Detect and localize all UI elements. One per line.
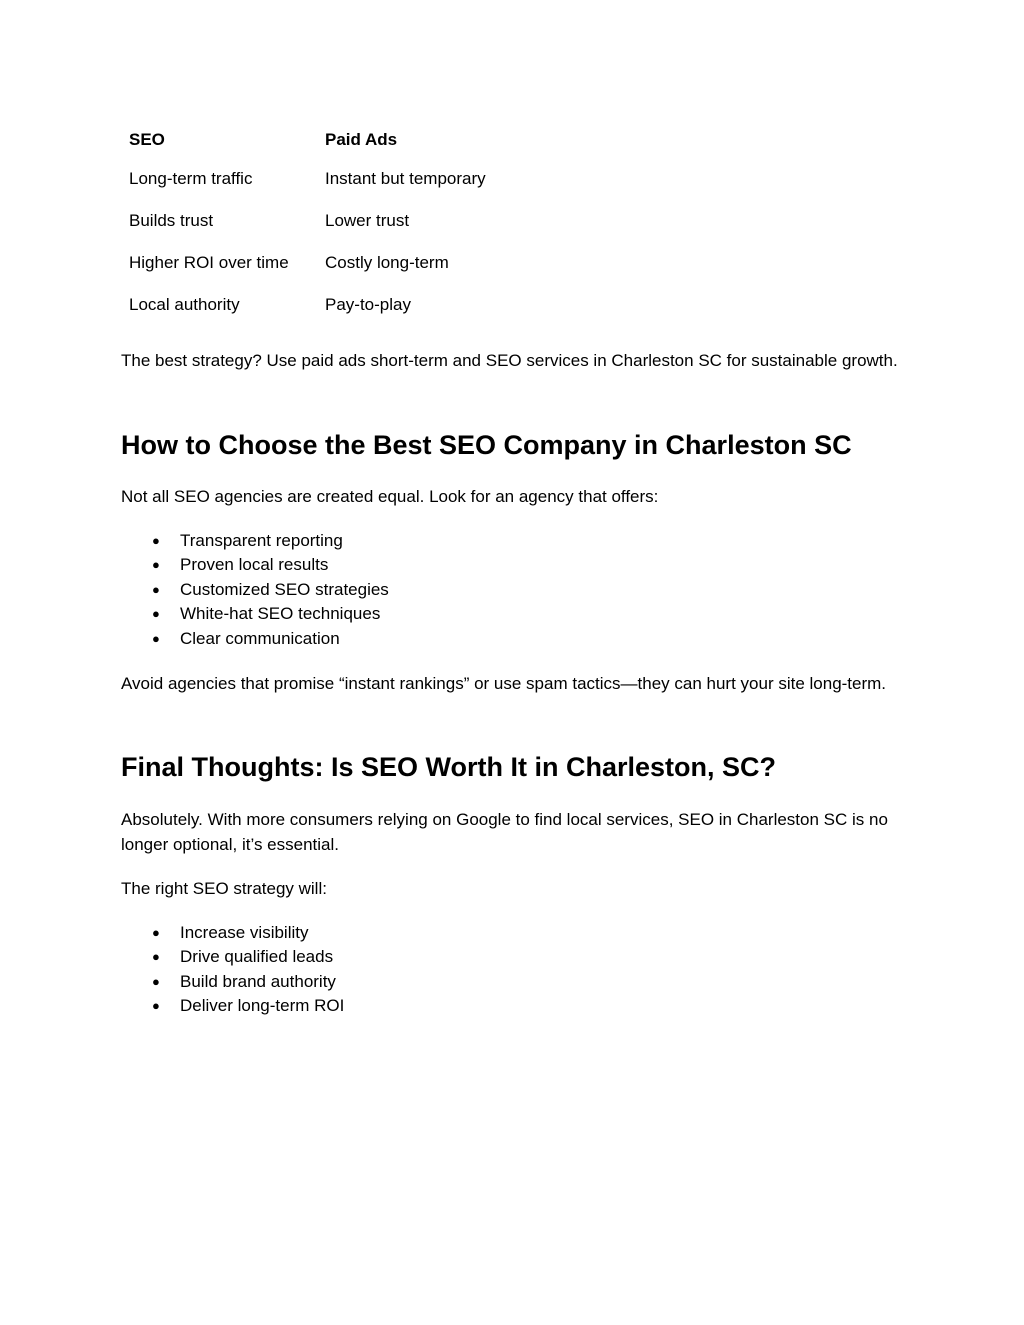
list-item: ● Build brand authority — [121, 970, 344, 994]
heading: Final Thoughts: Is SEO Worth It in Charleston, SC? — [121, 752, 777, 782]
table-row — [121, 158, 494, 200]
table-row — [121, 200, 494, 242]
paragraph: Not all SEO agencies are created equal. Look for an agency that offers: — [121, 487, 659, 506]
table-row — [121, 242, 494, 284]
list-item: ● Increase visibility — [121, 921, 344, 945]
cell: Builds trust — [129, 211, 214, 230]
cell: Lower trust — [325, 211, 410, 230]
paragraph: The right SEO strategy will: — [121, 879, 327, 898]
paragraph: Avoid agencies that promise “instant rankings” or use spam tactics—they can hurt your site long-term. — [121, 674, 887, 693]
cell: Costly long-term — [325, 253, 449, 272]
list-item: ● White-hat SEO techniques — [121, 602, 389, 626]
header-seo: SEO — [129, 130, 165, 149]
header-paid-ads: Paid Ads — [325, 130, 398, 149]
bullet-list — [121, 529, 389, 651]
heading: How to Choose the Best SEO Company in Charleston SC — [121, 430, 852, 460]
cell: Pay-to-play — [325, 295, 411, 314]
cell: Higher ROI over time — [129, 253, 289, 272]
paragraph: Absolutely. With more consumers relying on Google to find local services, SEO in Charleston SC is no longer optional, it’s essential. — [121, 810, 888, 854]
list-item: ● Customized SEO strategies — [121, 578, 389, 602]
cell: Local authority — [129, 295, 240, 314]
paragraph: The best strategy? Use paid ads short-term and SEO services in Charleston SC for sustainable growth. — [121, 351, 898, 370]
list-item: ● Transparent reporting — [121, 529, 389, 553]
list-item: ● Clear communication — [121, 627, 389, 651]
table-header — [121, 122, 494, 158]
cell: Instant but temporary — [325, 169, 486, 188]
list-item: ● Drive qualified leads — [121, 945, 344, 969]
list-item: ● Deliver long-term ROI — [121, 994, 344, 1018]
list-item: ● Proven local results — [121, 553, 389, 577]
table-row — [121, 284, 494, 326]
bullet-list — [121, 921, 344, 1019]
comparison-table — [121, 122, 494, 326]
cell: Long-term traffic — [129, 169, 253, 188]
